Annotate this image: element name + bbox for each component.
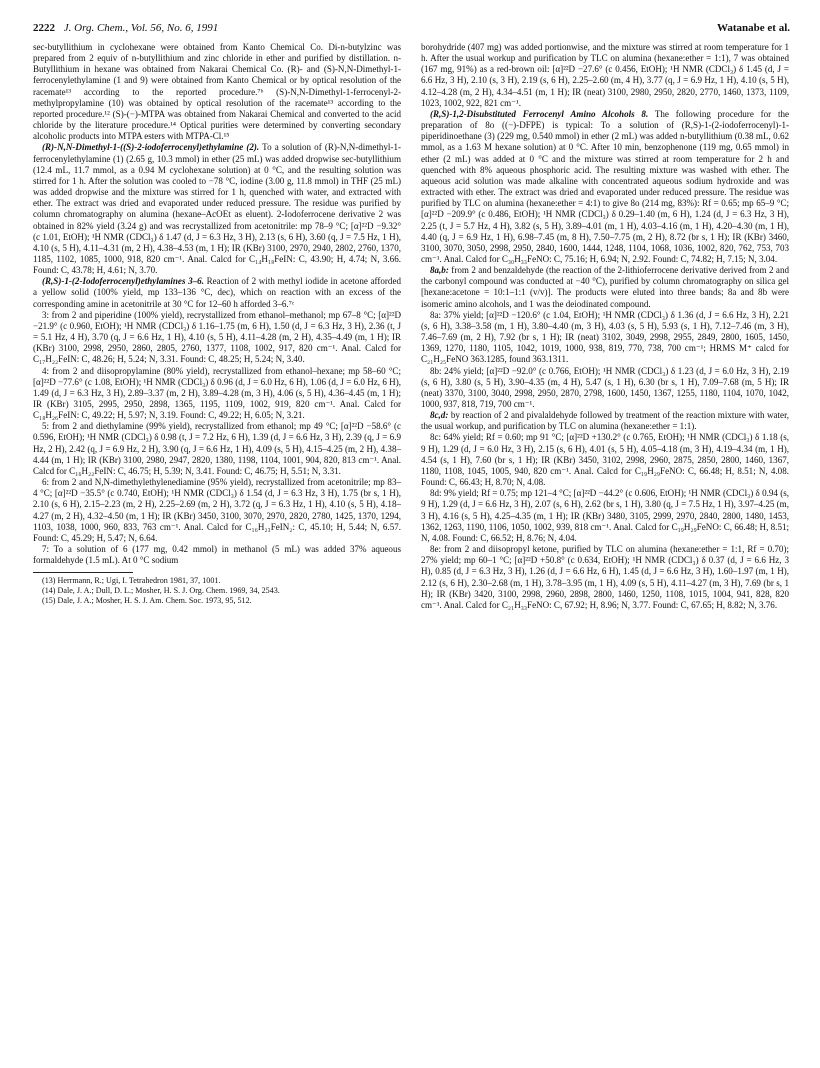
paragraph bbox=[33, 276, 401, 309]
two-column-body bbox=[33, 42, 790, 611]
paragraph-text: 8c: 64% yield; Rf = 0.60; mp 91 °C; [α]²²D +130.2° (c 0.765, EtOH); ¹H NMR (CDCl₃) δ 1.18 (s, 9 H), 1.29 (d, J = 6.0 Hz, 3 H), 2.15 (s, 6 H), 4.01 (s, 5 H), 4.05–4.18 (m, 3 H), 4.19–4.34 (m, 1 H), 4.54 (s, 1 H), 7.60 (br s, 1 H); IR (KBr) 3450, 3102, 2998, 2960, 2875, 2850, 2800, 1460, 1367, 1180, 1108, 1045, 1005, 940, 820 cm⁻¹. Anal. Calcd for C₁₉H₂₉FeNO: C, 66.48; H, 8.51; N, 4.08. Found: C, 66.43; H, 8.70; N, 4.08. bbox=[421, 432, 789, 488]
paragraph-text: Reaction of 2 with methyl iodide in acetone afforded a yellow solid (100% yield, mp 133–136 °C, dec), which on reaction with an excess of the corresponding amine in acetonitrile at 30 °C for 12–60 h afforded 3–6.⁷ᶜ bbox=[33, 276, 401, 309]
paragraph bbox=[33, 544, 401, 566]
paragraph bbox=[421, 544, 789, 611]
paragraph-text: sec-butyllithium in cyclohexane were obtained from Kanto Chemical Co. Di-n-butylzinc was prepared from 2 equiv of n-butyllithium and zinc chloride in ether and purified by distillation. n-Butyllithium in hexane was obtained from Nakarai Chemical Co. (R)- and (S)-N,N-Dimethyl-1-ferrocenylethylamine (1 and 9) were obtained from Kanto Chemical or by optical resolution of the racemate¹³ according to the reported procedure.⁷ᵇ (S)-N,N-Dimethyl-1-ferrocenyl-2-methylpropylamine (10) was obtained by optical resolution of the racemate¹³ according to the reported procedure.¹² (S)-(−)-MTPA was obtained from Nakarai Chemical and converted to the acid chloride by the literature procedure.¹⁴ Optical purities were determined by converting secondary alcoholic products into MTPA esters with MTPA-Cl.¹⁵ bbox=[33, 42, 401, 142]
paragraph-text: 8a: 37% yield; [α]²²D −120.6° (c 1.04, EtOH); ¹H NMR (CDCl₃) δ 1.36 (d, J = 6.6 Hz, 3 H), 2.21 (s, 6 H), 3.38–3.58 (m, 1 H), 3.80–4.40 (m, 3 H), 4.03 (s, 5 H), 5.93 (s, 1 H), 7.12–7.46 (m, 3 H), 7.46–7.69 (m, 2 H), 7.92 (br s, 1 H); IR (neat) 3102, 3049, 2998, 2955, 2849, 2800, 1605, 1450, 1369, 1270, 1180, 1105, 1042, 1019, 1000, 938, 819, 770, 738, 700 cm⁻¹; HRMS M⁺ calcd for C₂₁H₂₅FeNO 363.1285, found 363.1311. bbox=[421, 309, 789, 365]
paragraph-text: by reaction of 2 and pivalaldehyde followed by treatment of the reaction mixture with water, the usual workup, and purification by TLC on alumina (hexane:ether = 1:1). bbox=[421, 410, 789, 432]
paragraph bbox=[421, 42, 789, 109]
section-heading: (R,S)-1-(2-Iodoferrocenyl)ethylamines 3–6. bbox=[42, 276, 204, 287]
paragraph-text: 8e: from 2 and diisopropyl ketone, purified by TLC on alumina (hexane:ether = 1:1, Rf = 0.70); 27% yield; mp 60–1 °C; [α]²²D +50.8° (c 0.634, EtOH); ¹H NMR (CDCl₃) δ 0.37 (d, J = 6.6 Hz, 3 H), 0.85 (d, J = 6.3 Hz, 3 H), 1.26 (d, J = 6.6 Hz, 6 H), 1.45 (d, J = 6.6 Hz, 3 H), 1.60–1.97 (m, 1 H), 2.12 (s, 6 H), 2.30–2.68 (m, 1 H), 3.78–3.95 (m, 1 H), 4.09 (s, 5 H), 4.11–4.27 (m, 3 H), 7.69 (br s, 1 H); IR (KBr) 3420, 3100, 2998, 2960, 2898, 2800, 1460, 1250, 1108, 1015, 1004, 941, 828, 820 cm⁻¹. Anal. Calcd for C₂₁H₃₃FeNO: C, 67.92; H, 8.96; N, 3.77. Found: C, 67.65; H, 8.82; N, 3.76. bbox=[421, 544, 789, 610]
right-column bbox=[421, 42, 789, 611]
section-heading: (R)-N,N-Dimethyl-1-((S)-2-iodoferrocenyl)ethylamine (2). bbox=[42, 142, 260, 153]
paragraph-text: 6: from 2 and N,N-dimethylethylenediamine (95% yield), recrystallized from acetonitrile; mp 83–4 °C; [α]²²D −35.5° (c 0.740, EtOH); ¹H NMR (CDCl₃) δ 1.54 (d, J = 6.3 Hz, 3 H), 1.75 (br s, 1 H), 2.10 (s, 6 H), 2.15–2.23 (m, 2 H), 2.25–2.69 (m, 2 H), 3.72 (q, J = 6.3 Hz, 1 H), 4.10 (s, 5 H), 4.18–4.27 (m, 2 H), 4.32–4.50 (m, 1 H); IR (KBr) 3450, 3100, 3070, 2970, 2820, 2780, 1425, 1370, 1294, 1103, 1038, 1000, 960, 833, 763 cm⁻¹. Anal. Calcd for C₁₆H₂₃FeIN₂: C, 45.10; H, 5.44; N, 6.57. Found: C, 45.29; H, 5.47; N, 6.64. bbox=[33, 477, 401, 543]
paragraph-text: borohydride (407 mg) was added portionwise, and the mixture was stirred at room temperature for 1 h. After the usual workup and purification by TLC on alumina (hexane:ether = 1:1), 7 was obtained (167 mg, 91%) as a red-brown oil: [α]²²D −27.6° (c 0.456, EtOH); ¹H NMR (CDCl₃) δ 1.45 (d, J = 6.6 Hz, 3 H), 2.10 (s, 3 H), 2.19 (s, 6 H), 2.25–2.60 (m, 4 H), 3.77 (q, J = 6.9 Hz, 1 H), 4.10 (s, 5 H), 4.12–4.28 (m, 2 H), 4.34–4.51 (m, 1 H); IR (neat) 3100, 2980, 2950, 2820, 2770, 1460, 1373, 1109, 1023, 1002, 922, 821 cm⁻¹. bbox=[421, 42, 789, 108]
footnote: (13) Herrmann, R.; Ugi, I. Tetrahedron 1981, 37, 1001. bbox=[42, 576, 221, 586]
paragraph bbox=[421, 410, 789, 432]
footnote: (14) Dale, J. A.; Dull, D. L.; Mosher, H. S. J. Org. Chem. 1969, 34, 2543. bbox=[42, 586, 280, 596]
paragraph-text: To a solution of (R)-N,N-dimethyl-1-ferrocenylethylamine (1) (2.65 g, 10.3 mmol) in ether (25 mL) was added dropwise sec-butyllithium (12.4 mL, 11.7 mmol, as a 0.94 M cyclohexane solution) at 0 °C, and the resulting solution was stirred for 1 h. After the solution was cooled to −78 °C, iodine (3.00 g, 11.8 mmol) in THF (25 mL) was added dropwise and the mixture was stirred for 1 h, quenched with water, and extracted with ether. The extract was dried and evaporated under reduced pressure. The residue was purified by column chromatography on alumina (hexane–AcOEt as eluent). 2-Iodoferrocene derivative 2 was obtained in 82% yield (3.24 g) and was recrystallized from acetonitrile: mp 78–9 °C; [α]²²D −9.32° (c 1.01, EtOH); ¹H NMR (CDCl₃) δ 1.47 (d, J = 6.3 Hz, 3 H), 2.13 (s, 6 H), 3.60 (q, J = 7.5 Hz, 1 H), 4.10 (s, 5 H), 4.11–4.31 (m, 2 H), 4.38–4.53 (m, 1 H); IR (KBr) 3100, 2970, 2940, 2802, 2760, 1370, 1185, 1102, 1085, 1000, 918, 820 cm⁻¹. Anal. Calcd for C₁₄H₁₈FeIN: C, 43.90; H, 4.74; N, 3.66. Found: C, 43.78; H, 4.61; N, 3.70. bbox=[33, 142, 401, 276]
section-heading: 8c,d: bbox=[430, 410, 449, 421]
paragraph bbox=[33, 477, 401, 544]
paragraph bbox=[33, 142, 401, 276]
paragraph-text: 4: from 2 and diisopropylamine (80% yield), recrystallized from ethanol–hexane; mp 58–60 °C; [α]²²D −77.6° (c 1.08, EtOH); ¹H NMR (CDCl₃) δ 0.96 (d, J = 6.0 Hz, 6 H), 1.06 (d, J = 6.0 Hz, 6 H), 1.49 (d, J = 6.3 Hz, 3 H), 2.89–3.37 (m, 2 H), 3.89–4.28 (m, 3 H), 4.06 (s, 5 H), 4.36–4.45 (m, 1 H); IR (KBr) 3105, 2995, 2950, 2898, 1365, 1195, 1109, 1002, 919, 820 cm⁻¹. Anal. Calcd for C₁₈H₂₆FeIN: C, 49.22; H, 5.97; N, 3.19. Found: C, 49.22; H, 6.05; N, 3.21. bbox=[33, 365, 401, 421]
paragraph-text: 8d: 9% yield; Rf = 0.75; mp 121–4 °C; [α]²²D −44.2° (c 0.606, EtOH); ¹H NMR (CDCl₃) δ 0.94 (s, 9 H), 1.29 (d, J = 6.6 Hz, 3 H), 2.07 (s, 6 H), 2.62 (br s, 1 H), 3.80 (q, J = 7.5 Hz, 1 H), 3.97–4.25 (m, 3 H), 4.16 (s, 5 H), 4.25–4.35 (m, 1 H); IR (KBr) 3480, 3105, 2999, 2970, 2840, 2800, 1480, 1453, 1362, 1263, 1190, 1106, 1050, 1002, 939, 818 cm⁻¹. Anal. Calcd for C₁₉H₂₉FeNO: C, 66.48; H, 8.51; N, 4.08. Found: C, 66.52; H, 8.76; N, 4.04. bbox=[421, 488, 789, 543]
paragraph-text: 5: from 2 and diethylamine (99% yield), recrystallized from ethanol; mp 49 °C; [α]²²D −58.6° (c 0.596, EtOH); ¹H NMR (CDCl₃) δ 0.98 (t, J = 7.2 Hz, 6 H), 1.39 (d, J = 6.6 Hz, 3 H), 2.39 (q, J = 6.9 Hz, 2 H), 2.42 (q, J = 6.9 Hz, 2 H), 3.90 (q, J = 6.6 Hz, 1 H), 4.09 (s, 5 H), 4.15–4.25 (m, 2 H), 4.38–4.44 (m, 1 H); IR (KBr) 3100, 2980, 2947, 2820, 1380, 1198, 1104, 1001, 904, 820, 813 cm⁻¹. Anal. Calcd for C₁₆H₂₂FeIN: C, 46.75; H, 5.39; N, 3.41. Found: C, 46.75; H, 5.51; N, 3.31. bbox=[33, 421, 401, 476]
running-authors: Watanabe et al. bbox=[716, 22, 790, 34]
paragraph bbox=[421, 109, 789, 265]
paragraph-text: from 2 and benzaldehyde (the reaction of the 2-lithioferrocene derivative derived from 2 and the carbonyl compound was conducted at −40 °C), purified by column chromatography on silica gel [hexane:acetone = 10:1–1:1 (v/v)]. The products were eluted into three bands; 8a and 8b were isomeric amino alcohols, and 1 was the deiodinated compound. bbox=[421, 265, 789, 309]
paragraph-text: 8b: 24% yield; [α]²²D −92.0° (c 0.766, EtOH); ¹H NMR (CDCl₃) δ 1.23 (d, J = 6.0 Hz, 3 H), 2.19 (s, 6 H), 3.80 (s, 5 H), 3.90–4.35 (m, 4 H), 5.47 (s, 1 H), 6.30 (br s, 1 H), 7.09–7.68 (m, 5 H); IR (neat) 3370, 3100, 3040, 2998, 2950, 2870, 2798, 1600, 1450, 1367, 1255, 1180, 1104, 1070, 1042, 1000, 937, 818, 719, 700 cm⁻¹. bbox=[421, 365, 789, 409]
paragraph bbox=[33, 421, 401, 477]
paragraph bbox=[33, 310, 401, 366]
paragraph bbox=[421, 432, 789, 488]
left-column bbox=[33, 42, 401, 611]
page-number: 2222 bbox=[33, 22, 55, 34]
paragraph-text: 3: from 2 and piperidine (100% yield), recrystallized from ethanol–methanol; mp 67–8 °C; [α]²²D −21.9° (c 0.960, EtOH); ¹H NMR (CDCl₃) δ 1.16–1.75 (m, 6 H), 1.50 (d, J = 6.3 Hz, 3 H), 2.36 (t, J = 5.1 Hz, 4 H), 3.70 (q, J = 6.6 Hz, 1 H), 4.10 (s, 5 H), 4.11–4.28 (m, 2 H), 4.35–4.49 (m, 1 H); IR (KBr) 3100, 2998, 2950, 2860, 2805, 2760, 1377, 1108, 1002, 917, 820 cm⁻¹. Anal. Calcd for C₁₇H₂₂FeIN: C, 48.26; H, 5.24; N, 3.31. Found: C, 48.25; H, 5.24; N, 3.40. bbox=[33, 309, 401, 365]
paragraph-text: 7: To a solution of 6 (177 mg, 0.42 mmol) in methanol (5 mL) was added 37% aqueous formaldehyde (1.5 mL). At 0 °C sodium bbox=[33, 544, 401, 566]
paragraph bbox=[421, 265, 789, 310]
paragraph bbox=[421, 366, 789, 411]
footnote: (15) Dale, J. A.; Mosher, H. S. J. Am. Chem. Soc. 1973, 95, 512. bbox=[42, 595, 252, 605]
section-heading: 8a,b: bbox=[430, 265, 449, 276]
paragraph bbox=[421, 488, 789, 544]
header-left bbox=[33, 22, 218, 34]
page-header bbox=[33, 22, 790, 34]
footnote-rule bbox=[33, 572, 133, 573]
journal-citation: J. Org. Chem., Vol. 56, No. 6, 1991 bbox=[63, 22, 219, 34]
paragraph bbox=[33, 366, 401, 422]
paragraph-text: The following procedure for the preparation of 8o ((−)-DFPE) is typical: To a solution of (R,S)-1-(2-iodoferrocenyl)-1-piperidinoethane (3) (229 mg, 0.540 mmol) in ether (2 mL) was added n-butyllithium (0.38 mL, 0.62 mmol, as a 1.63 M hexane solution) at 0 °C. After 10 min, benzophenone (119 mg, 0.65 mmol) in ether (2 mL) was added at 0 °C and the mixture was stirred at room temperature for 2 h and quenched with 8% aqueous phosphoric acid. The resulting mixture was washed with ether. The aqueous acid solution was made alkaline with concentrated aqueous sodium hydroxide and was extracted with ether. The extract was dried and evaporated under reduced pressure. The residue was purified by TLC on alumina (hexane:ether = 4:1) to give 8o (214 mg, 83%): Rf = 0.65; mp 65–9 °C; [α]²²D −209.9° (c 0.486, EtOH); ¹H NMR (CDCl₃) δ 0.29–1.40 (m, 6 H), 1.24 (d, J = 6.3 Hz, 3 H), 2.25 (t, J = 5.7 Hz, 4 H), 3.82 (s, 5 H), 3.89–4.01 (m, 1 H), 4.03–4.16 (m, 1 H), 4.20–4.30 (m, 1 H), 4.40 (q, J = 6.9 Hz, 1 H), 6.98–7.45 (m, 8 H), 7.50–7.75 (m, 2 H), 8.72 (br s, 1 H); IR (KBr) 3460, 3100, 3070, 3050, 2998, 2950, 2840, 1600, 1444, 1248, 1104, 1068, 1036, 1002, 820, 762, 753, 703 cm⁻¹. Anal. Calcd for C₃₀H₃₃FeNO: C, 75.16; H, 6.94; N, 2.92. Found: C, 74.82; H, 7.15; N, 3.04. bbox=[421, 108, 789, 264]
paragraph bbox=[33, 42, 401, 142]
section-heading: (R,S)-1,2-Disubstituted Ferrocenyl Amino Alcohols 8. bbox=[430, 108, 649, 119]
paragraph bbox=[421, 310, 789, 366]
